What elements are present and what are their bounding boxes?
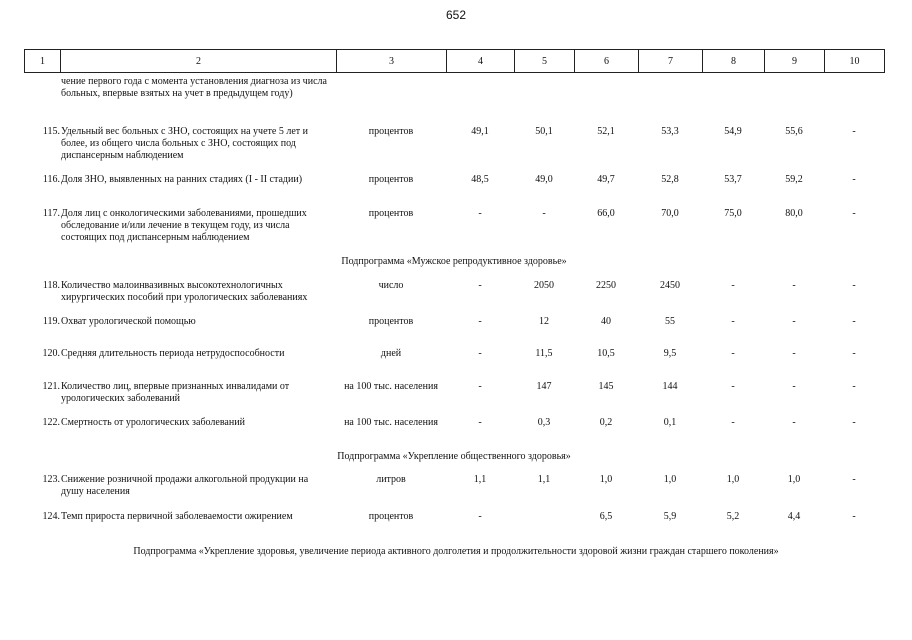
unit-cell: процентов xyxy=(368,511,414,522)
value-col9: 59,2 xyxy=(785,174,803,185)
value-col9: 55,6 xyxy=(785,126,803,137)
value-col5: 0,3 xyxy=(537,417,551,428)
value-col9: - xyxy=(792,381,796,392)
column-header: 1 xyxy=(25,50,61,73)
column-header: 9 xyxy=(765,50,825,73)
value-col5: 147 xyxy=(536,381,552,392)
column-header: 6 xyxy=(575,50,639,73)
value-col4: - xyxy=(478,511,482,522)
value-col5: 12 xyxy=(539,316,549,327)
column-header: 4 xyxy=(447,50,515,73)
value-col10: - xyxy=(852,126,856,137)
unit-cell: процентов xyxy=(368,208,414,219)
value-col6: 40 xyxy=(601,316,611,327)
value-col10: - xyxy=(852,511,856,522)
column-header-table xyxy=(24,49,885,73)
value-col6: 1,0 xyxy=(599,474,613,485)
column-header-row xyxy=(25,50,885,73)
value-col8: - xyxy=(731,417,735,428)
value-col7: 5,9 xyxy=(663,511,677,522)
row-number: 122. xyxy=(42,417,60,428)
value-col6: 49,7 xyxy=(597,174,615,185)
value-col10: - xyxy=(852,174,856,185)
value-col9: 4,4 xyxy=(787,511,801,522)
value-col10: - xyxy=(852,208,856,219)
row-number: 123. xyxy=(42,474,60,485)
value-col7: 70,0 xyxy=(661,208,679,219)
indicator-text: Темп прироста первичной заболеваемости ожирением xyxy=(61,511,293,522)
column-header: 7 xyxy=(639,50,703,73)
column-header: 10 xyxy=(825,50,885,73)
value-col6: 66,0 xyxy=(597,208,615,219)
row-number: 116. xyxy=(42,174,60,185)
column-header: 3 xyxy=(337,50,447,73)
value-col9: 1,0 xyxy=(787,474,801,485)
value-col6: 0,2 xyxy=(599,417,613,428)
unit-cell: литров xyxy=(376,474,406,485)
value-col7: 9,5 xyxy=(663,348,677,359)
row-number: 117. xyxy=(42,208,60,219)
value-col7: 1,0 xyxy=(663,474,677,485)
value-col4: - xyxy=(478,381,482,392)
value-col4: - xyxy=(478,280,482,291)
value-col9: - xyxy=(792,348,796,359)
row-number: 121. xyxy=(42,381,60,392)
subprogram-heading: Подпрограмма «Укрепление здоровья, увеличение периода активного долголетия и продолжительности здоровой жизни граждан старшего поколения» xyxy=(133,546,779,557)
value-col8: 53,7 xyxy=(724,174,742,185)
unit-cell: дней xyxy=(380,348,402,359)
value-col5: 49,0 xyxy=(535,174,553,185)
unit-cell: процентов xyxy=(368,174,414,185)
value-col8: - xyxy=(731,316,735,327)
value-col4: - xyxy=(478,348,482,359)
value-col7: 52,8 xyxy=(661,174,679,185)
value-col7: 2450 xyxy=(660,280,680,291)
value-col9: - xyxy=(792,316,796,327)
row-number: 118. xyxy=(42,280,60,291)
row-number: 115. xyxy=(42,126,60,137)
value-col6: 10,5 xyxy=(597,348,615,359)
value-col7: 53,3 xyxy=(661,126,679,137)
value-col8: - xyxy=(731,381,735,392)
value-col8: - xyxy=(731,348,735,359)
value-col7: 0,1 xyxy=(663,417,677,428)
indicator-text: Средняя длительность периода нетрудоспособности xyxy=(61,348,285,359)
value-col10: - xyxy=(852,316,856,327)
unit-cell: процентов xyxy=(368,316,414,327)
indicator-text: Количество малоинвазивных высокотехнологичных хирургических пособий при урологических заболеваниях xyxy=(61,280,308,303)
value-col10: - xyxy=(852,381,856,392)
value-col4: 48,5 xyxy=(471,174,489,185)
value-col5: 2050 xyxy=(534,280,554,291)
value-col4: 1,1 xyxy=(473,474,487,485)
row-number: 124. xyxy=(42,511,60,522)
unit-cell: на 100 тыс. населения xyxy=(344,417,438,428)
value-col10: - xyxy=(852,417,856,428)
unit-cell: на 100 тыс. населения xyxy=(344,381,438,392)
value-col5: - xyxy=(542,208,546,219)
subprogram-heading: Подпрограмма «Мужское репродуктивное здоровье» xyxy=(341,256,567,267)
value-col6: 145 xyxy=(598,381,614,392)
value-col10: - xyxy=(852,280,856,291)
unit-cell: процентов xyxy=(368,126,414,137)
value-col8: 54,9 xyxy=(724,126,742,137)
value-col7: 144 xyxy=(662,381,678,392)
value-col9: - xyxy=(792,417,796,428)
indicator-text: Удельный вес больных с ЗНО, состоящих на учете 5 лет и более, из общего числа больных с ЗНО, состоящих под диспансерным наблюдением xyxy=(61,126,308,161)
value-col4: 49,1 xyxy=(471,126,489,137)
value-col8: 5,2 xyxy=(726,511,740,522)
table-body xyxy=(24,74,884,634)
value-col6: 6,5 xyxy=(599,511,613,522)
value-col4: - xyxy=(478,208,482,219)
indicator-text: Охват урологической помощью xyxy=(61,316,196,327)
value-col7: 55 xyxy=(665,316,675,327)
indicator-text: Доля лиц с онкологическими заболеваниями, прошедших обследование и/или лечение в текущем году, из числа состоящих под диспансерным наблюдением xyxy=(61,208,307,243)
page-number: 652 xyxy=(445,8,467,22)
value-col5: 50,1 xyxy=(535,126,553,137)
value-col10: - xyxy=(852,474,856,485)
value-col8: - xyxy=(731,280,735,291)
value-col5: 1,1 xyxy=(537,474,551,485)
row-number: 119. xyxy=(42,316,60,327)
indicator-text: Смертность от урологических заболеваний xyxy=(61,417,245,428)
value-col8: 1,0 xyxy=(726,474,740,485)
value-col9: 80,0 xyxy=(785,208,803,219)
unit-cell: число xyxy=(378,280,404,291)
value-col10: - xyxy=(852,348,856,359)
column-header: 8 xyxy=(703,50,765,73)
indicator-text: Количество лиц, впервые признанных инвалидами от урологических заболеваний xyxy=(61,381,290,404)
column-header: 2 xyxy=(61,50,337,73)
column-header: 5 xyxy=(515,50,575,73)
indicator-text: Доля ЗНО, выявленных на ранних стадиях (I - II стадии) xyxy=(61,174,303,185)
value-col9: - xyxy=(792,280,796,291)
value-col6: 52,1 xyxy=(597,126,615,137)
subprogram-heading: Подпрограмма «Укрепление общественного здоровья» xyxy=(337,451,571,462)
row-number: 120. xyxy=(42,348,60,359)
indicator-text: Снижение розничной продажи алкогольной продукции на душу населения xyxy=(61,474,309,497)
value-col8: 75,0 xyxy=(724,208,742,219)
value-col6: 2250 xyxy=(596,280,616,291)
value-col4: - xyxy=(478,316,482,327)
indicator-text: чение первого года с момента установления диагноза из числа больных, впервые взятых на учет в предыдущем году) xyxy=(61,76,327,99)
value-col4: - xyxy=(478,417,482,428)
value-col5: 11,5 xyxy=(535,348,553,359)
